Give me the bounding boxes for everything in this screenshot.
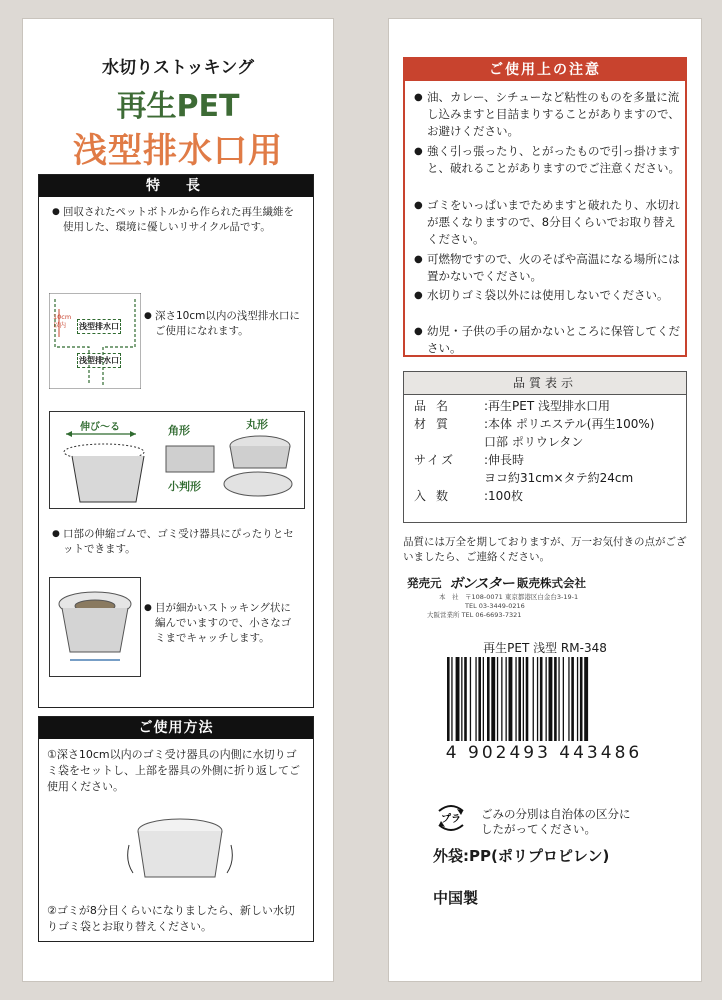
usage-step-2: ②ゴミが8分目くらいになりましたら、新しい水切りゴミ袋とお取り替えください。 [47,904,295,933]
quality-key: サイズ [414,453,456,467]
outer-bag-material: 外袋:PP(ポリプロピレン) [433,847,610,865]
product-subtitle: 水切りストッキング [102,58,254,78]
barcode-bar [497,657,498,741]
quality-label-section [403,371,687,523]
caution-item: ● 油、カレー、シチューなど粘性のものを多量に流し込みますと目詰まりすることがありますので、お避けください。 [427,89,683,140]
quality-heading: 品質表示 [404,372,686,395]
caution-item: ● 強く引っ張ったり、とがったもので引っ掛けますと、破れることがありますのでご注意ください。 [427,143,683,177]
barcode-bar [491,657,495,741]
quality-value: :100枚 [484,489,523,503]
barcode-bar [483,657,484,741]
barcode-bar [584,657,588,741]
caution-heading: ご使用上の注意 [405,59,685,81]
seller-name: 販売株式会社 [517,576,586,590]
quality-row [414,452,524,469]
barcode-bar [537,657,538,741]
quality-value: :伸長時 [484,453,525,467]
barcode-bar [577,657,578,741]
shape-label-square: 角形 [168,424,190,437]
barcode-bar [540,657,543,741]
barcode-bar [554,657,557,741]
caution-item: ● 幼児・子供の手の届かないところに保管してください。 [427,323,683,357]
caution-item: ● ゴミをいっぱいまでためますと破れたり、水切れが悪くなりますので、8分目くらいでお取り替えください。 [427,197,683,248]
features-heading: 特 長 [39,175,313,197]
barcode-bar [501,657,502,741]
barcode-bar [558,657,559,741]
shapes-illustration [49,411,305,509]
barcode-bar [470,657,471,741]
drain-label-lower: 浅型排水口 [77,353,121,368]
barcode-bar [478,657,481,741]
barcode-bar [447,657,450,741]
barcode-bar [451,657,452,741]
usage-step-1: ①深さ10cm以内のゴミ受け器具の内側に水切りゴミ袋をセットし、上部を器具の外側に折り返してご使用ください。 [47,748,300,793]
caution-item: ● 可燃物ですので、火のそばや高温になる場所には置かないでください。 [427,251,683,285]
basket-graphic [50,578,140,676]
quality-value: ヨコ約31cm×タテ約24cm [484,471,634,485]
country-of-origin: 中国製 [433,889,479,907]
barcode-bar [506,657,507,741]
quality-disclaimer: 品質には万全を期しておりますが、万一お気付きの点がございましたら、ご連絡ください。 [403,536,687,563]
recycle-note: ごみの分別は自治体の区分にしたがってください。 [481,807,631,836]
quality-key: 材質 [414,417,459,431]
seller-address-line: 本 社 〒108-0071 東京都港区白金台3-19-1 [439,593,579,601]
drain-label-upper: 浅型排水口 [77,319,121,334]
barcode-bar [580,657,583,741]
barcode-bar [515,657,516,741]
quality-value: :本体 ポリエステル(再生100%) [484,417,655,431]
feature-item-fine-mesh: ● 目が細かいストッキング状に編んでいますので、小さなゴミまでキャッチします。 [155,601,301,646]
shape-label-round: 丸形 [246,418,268,431]
product-title-line1: 再生PET [116,89,240,124]
plastic-recycle-icon [433,799,469,837]
usage-section [38,716,314,942]
drain-diagram-graphic [49,293,141,389]
quality-key: 入数 [414,489,459,503]
barcode-bar [487,657,490,741]
feature-item-shallow: ● 深さ10cm以内の浅型排水口にご使用になれます。 [155,309,301,339]
barcode-number: 4 902493 443486 [445,743,643,763]
product-code: 再生PET 浅型 RM-348 [483,641,607,655]
quality-key: 品名 [414,399,459,413]
barcode-bar [533,657,534,741]
barcode-bar [456,657,460,741]
barcode-bar [563,657,564,741]
seller-address-line: TEL 03-3449-0216 [439,602,525,610]
stretch-label: 伸び～る [80,422,120,433]
barcode-bar [461,657,462,741]
barcode-bar [523,657,524,741]
barcode-bar [518,657,521,741]
barcode-bar [464,657,467,741]
basket-illustration [49,577,141,677]
barcode-bar [475,657,476,741]
seller-label: 発売元 [407,576,442,590]
barcode-bar [568,657,569,741]
barcode-graphic [443,657,643,745]
seller-address-line: 大阪営業所 TEL 06-6693-7321 [427,611,522,619]
usage-heading: ご使用方法 [39,717,313,739]
seller-logo: ボンスター [449,576,514,592]
drain-depth-illustration [49,293,141,389]
quality-value: 口部 ポリウレタン [484,435,584,449]
quality-value: :再生PET 浅型排水口用 [484,399,611,413]
depth-label: 10cm以内 [53,313,72,329]
usage-basket-graphic [125,813,235,893]
quality-row [414,434,583,451]
recycle-mark-text: プラ [441,814,461,825]
barcode-bar [549,657,553,741]
feature-item-recycled: ● 回収されたペットボトルから作られた再生繊維を使用した、環境に優しいリサイクル品です。 [63,205,303,235]
barcode-bar [546,657,547,741]
quality-row [414,416,654,433]
barcode-bar [571,657,574,741]
product-title-line2: 浅型排水口用 [73,131,283,171]
features-section [38,174,314,708]
caution-item: ● 水切りゴミ袋以外には使用しないでください。 [427,287,683,304]
barcode-bar [526,657,529,741]
quality-row [414,398,610,415]
caution-section [403,57,687,357]
quality-row [414,470,633,487]
shape-label-oval: 小判形 [168,480,201,493]
barcode-bar [509,657,513,741]
quality-row [414,488,523,505]
feature-item-elastic: ● 口部の伸縮ゴムで、ゴミ受け器具にぴったりとセットできます。 [63,527,303,557]
back-panel [388,18,702,982]
